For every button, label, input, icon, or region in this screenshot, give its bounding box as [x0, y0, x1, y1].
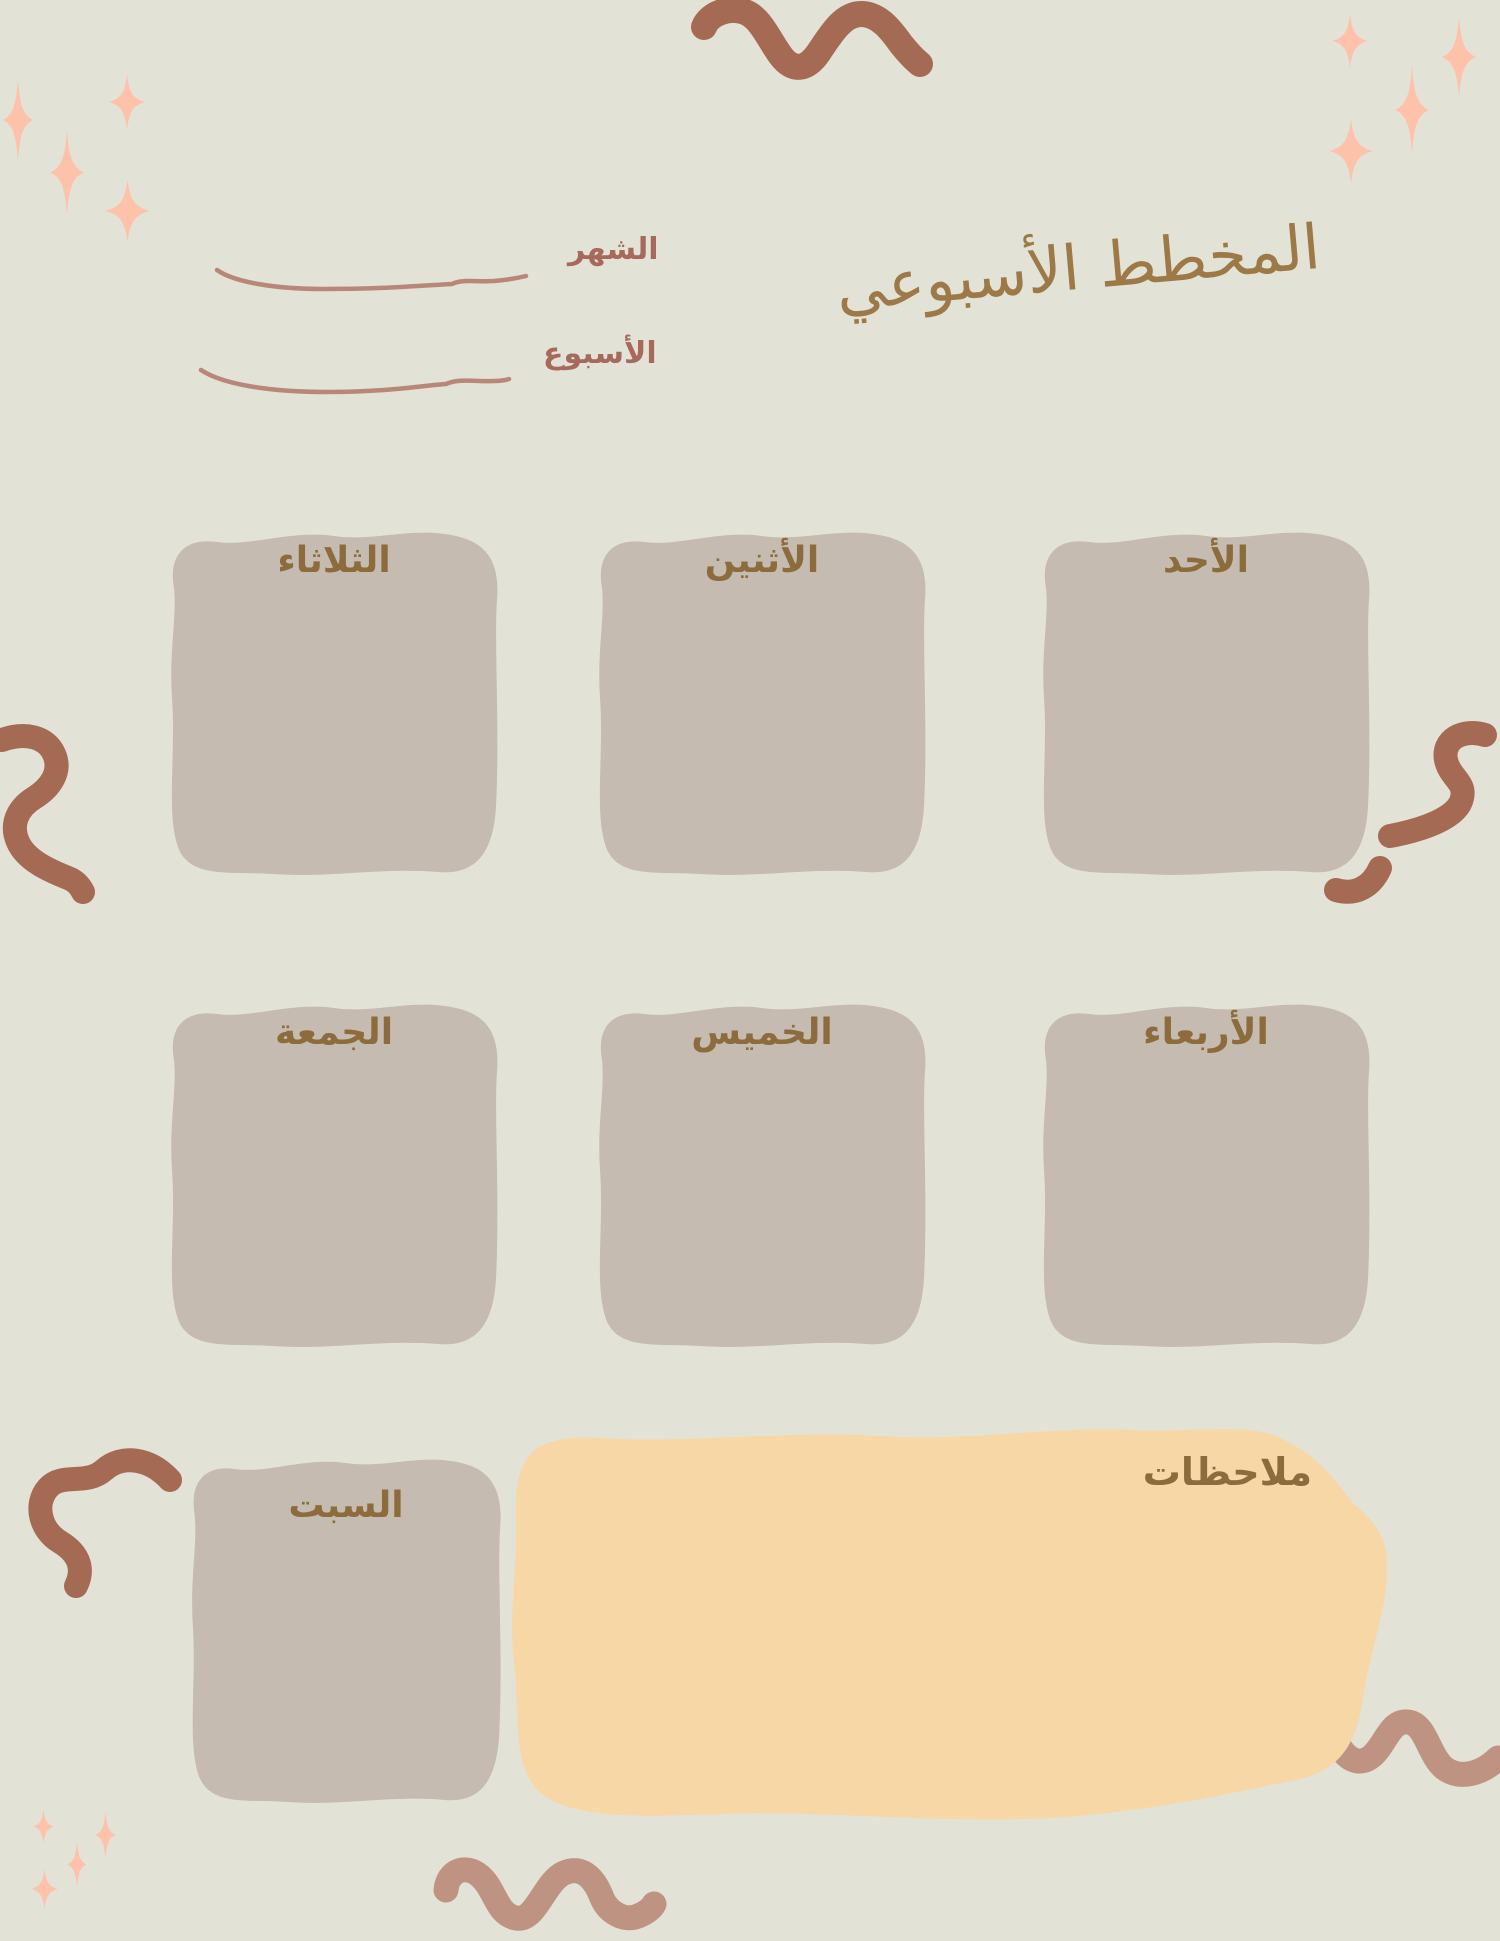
sparkle-icon [105, 180, 150, 242]
day-label-thursday: الخميس [691, 1012, 833, 1053]
month-value[interactable] [230, 232, 510, 266]
notes-label: ملاحظات [1142, 1450, 1312, 1494]
day-box-friday[interactable] [150, 988, 518, 1367]
week-label: الأسبوع [543, 336, 657, 371]
squiggle-right-middle-icon [1382, 726, 1500, 844]
day-box-saturday[interactable] [172, 1443, 520, 1823]
sparkle-icon [67, 1841, 87, 1888]
day-label-saturday: السبت [288, 1485, 404, 1526]
sparkle-icon [33, 1809, 54, 1844]
squiggle-left-middle-icon [0, 726, 92, 902]
notes-box[interactable] [490, 1412, 1390, 1840]
day-box-sunday[interactable] [1022, 516, 1390, 895]
month-label: الشهر [568, 232, 659, 267]
week-value[interactable] [214, 334, 494, 368]
day-label-wednesday: الأربعاء [1143, 1012, 1269, 1053]
page-title: المخطط الأسبوعي [833, 209, 1323, 325]
sparkle-icon [50, 130, 84, 215]
squiggle-top-icon [695, 0, 927, 90]
day-label-friday: الجمعة [274, 1012, 394, 1053]
sparkle-icon [109, 74, 145, 130]
sparkle-icon [1442, 16, 1476, 98]
day-box-wednesday[interactable] [1022, 988, 1390, 1367]
squiggle-bottom-left-icon [22, 1452, 174, 1594]
sparkle-icon [95, 1811, 116, 1859]
sparkle-icon [1395, 66, 1429, 154]
day-label-monday: الأثنين [704, 540, 820, 581]
day-box-monday[interactable] [578, 516, 946, 895]
sparkle-icon [31, 1869, 58, 1909]
day-box-tuesday[interactable] [150, 516, 518, 895]
sparkle-icon [1332, 14, 1368, 68]
day-label-sunday: الأحد [1163, 540, 1249, 581]
squiggle-bottom-middle-icon [436, 1860, 664, 1934]
sparkle-icon [3, 78, 33, 162]
day-box-thursday[interactable] [578, 988, 946, 1367]
sparkle-icon [1329, 119, 1373, 183]
day-label-tuesday: الثلاثاء [277, 540, 391, 581]
